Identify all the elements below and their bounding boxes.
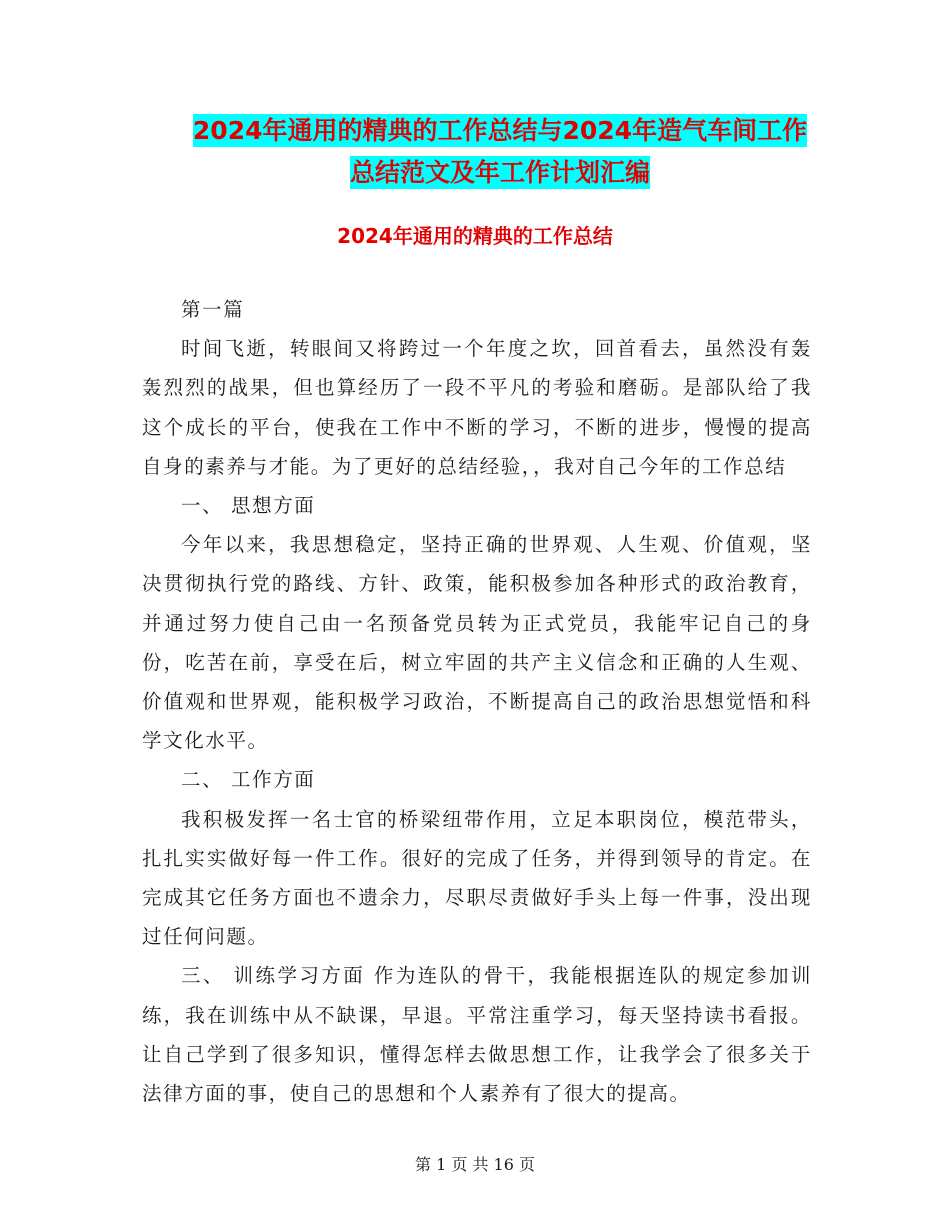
paragraph-intro: 时间飞逝，转眼间又将跨过一个年度之坎，回首看去，虽然没有轰轰烈烈的战果，但也算经历了一段不平凡的考验和磨砺。是部队给了我这个成长的平台，使我在工作中不断的学习，不断的进步，慢慢的提高自身的素养与才能。为了更好的总结经验，，我对自己今年的工作总结 <box>142 337 812 478</box>
section-heading: 2024年通用的精典的工作总结 <box>337 224 613 248</box>
paragraph-work: 我积极发挥一名士官的桥梁纽带作用，立足本职岗位，模范带头，扎扎实实做好每一件工作。很好的完成了任务，并得到领导的肯定。在完成其它任务方面也不遗余力，尽职尽责做好手头上每一件事，没出现过任何问题。 <box>142 807 812 949</box>
heading-work: 二、 工作方面 <box>181 768 316 792</box>
paragraph-ideology: 今年以来，我思想稳定，坚持正确的世界观、人生观、价值观，坚决贯彻执行党的路线、方针、政策，能积极参加各种形式的政治教育，并通过努力使自己由一名预备党员转为正式党员，我能牢记自己的身份，吃苦在前，享受在后，树立牢固的共产主义信念和正确的人生观、价值观和世界观，能积极学习政治，不断提高自己的政治思想觉悟和科学文化水平。 <box>142 533 812 753</box>
page-footer: 第 1 页 共 16 页 <box>415 1155 535 1174</box>
document-title-line-2: 总结范文及年工作计划汇编 <box>349 158 650 187</box>
heading-ideology: 一、 思想方面 <box>181 494 316 518</box>
document-title <box>140 110 860 194</box>
paragraph-part-label: 第一篇 <box>181 298 245 321</box>
body-content <box>142 290 812 1113</box>
document-title-line-1: 2024年通用的精典的工作总结与2024年造气车间工作 <box>192 116 808 145</box>
paragraph-training: 三、 训练学习方面 作为连队的骨干，我能根据连队的规定参加训练，我在训练中从不缺课，早退。平常注重学习，每天坚持读书看报。让自己学到了很多知识，懂得怎样去做思想工作，让我学会了很多关于法律方面的事，使自己的思想和个人素养有了很大的提高。 <box>142 964 812 1106</box>
